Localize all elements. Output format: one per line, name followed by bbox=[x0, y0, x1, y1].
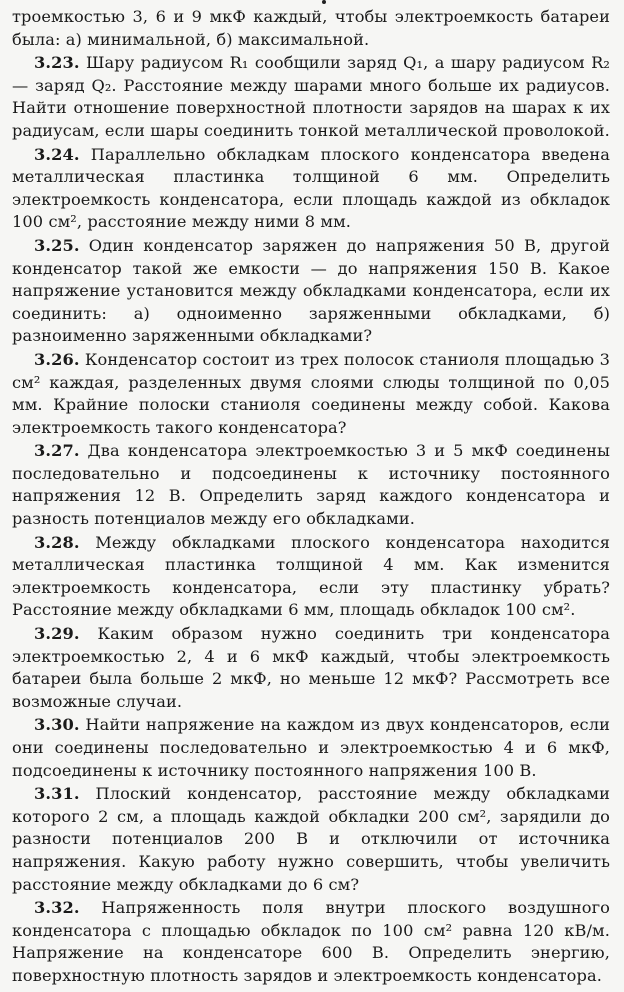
problem-text: Плоский конденсатор, расстояние между обкладками которого 2 см, а площадь каждой обкладки 200 см², зарядили до разности потенциалов 200 В и отключили от источника напряжения. Какую работу нужно совершить, чтобы увеличить расстояние между обкладками до 6 см? bbox=[12, 784, 610, 894]
problem-number: 3.26. bbox=[34, 349, 80, 369]
problem-number: 3.31. bbox=[34, 784, 80, 804]
problem-3-25 bbox=[12, 235, 610, 348]
problem-3-24 bbox=[12, 144, 610, 234]
problem-number: 3.32. bbox=[34, 898, 80, 918]
problem-text: Найти напряжение на каждом из двух конденсаторов, если они соединены последовательно и электроемкостью 4 и 6 мкФ, подсоединены к источнику постоянного напряжения 100 В. bbox=[12, 715, 610, 780]
problem-3-28 bbox=[12, 532, 610, 622]
problem-number: 3.27. bbox=[34, 441, 80, 461]
problem-text: Два конденсатора электроемкостью 3 и 5 мкФ соединены последовательно и подсоединены к источнику постоянного напряжения 12 В. Определить заряд каждого конденсатора и разность потенциалов между его обкладками. bbox=[12, 441, 610, 529]
problem-number: 3.24. bbox=[34, 144, 80, 164]
problem-number: 3.28. bbox=[34, 532, 80, 552]
problem-3-31 bbox=[12, 783, 610, 896]
problem-3-27 bbox=[12, 440, 610, 530]
problem-3-32 bbox=[12, 897, 610, 987]
problem-number: 3.25. bbox=[34, 235, 80, 255]
problem-3-26 bbox=[12, 349, 610, 439]
problem-text: Шару радиусом R₁ сообщили заряд Q₁, а шару радиусом R₂ — заряд Q₂. Расстояние между шарами много больше их радиусов. Найти отношение поверхностной плотности зарядов на шарах к их радиусам, если шары соединить тонкой металлической проволокой. bbox=[12, 53, 611, 140]
problem-text: Между обкладками плоского конденсатора находится металлическая пластинка толщиной 4 мм. Как изменится электроемкость конденсатора, если эту пластинку убрать? Расстояние между обкладками 6 мм, площадь обкладок 100 см². bbox=[12, 532, 611, 620]
page-mark-dot bbox=[322, 0, 326, 4]
problem-text: Напряженность поля внутри плоского воздушного конденсатора с площадью обкладок по 100 см² равна 120 кВ/м. Напряжение на конденсаторе 600 В. Определить энергию, поверхностную плотность зарядов и электроемкость конденсатора. bbox=[12, 898, 610, 985]
problem-3-23 bbox=[12, 52, 610, 142]
continuation-paragraph: троемкостью 3, 6 и 9 мкФ каждый, чтобы электроемкость батареи была: а) минимальной, б) максимальной. bbox=[12, 7, 610, 49]
problem-number: 3.30. bbox=[34, 715, 80, 735]
problem-3-30 bbox=[12, 714, 610, 782]
problem-text: Параллельно обкладкам плоского конденсатора введена металлическая пластинка толщиной 6 мм. Определить электроемкость конденсатора, если площадь каждой из обкладок 100 см², расстояние между ними 8 мм. bbox=[12, 144, 611, 232]
problem-text: Конденсатор состоит из трех полосок станиоля площадью 3 см² каждая, разделенных двумя слоями слюды толщиной по 0,05 мм. Крайние полоски станиоля соединены между собой. Какова электроемкость такого конденсатора? bbox=[12, 349, 610, 437]
problem-text: Один конденсатор заряжен до напряжения 50 В, другой конденсатор такой же емкости — до напряжения 150 В. Какое напряжение установится между обкладками конденсатора, если их соединить: а) одноименно заряженными обкладками, б) разноименно заряженными обкладками? bbox=[12, 235, 610, 346]
problem-number: 3.29. bbox=[34, 624, 80, 644]
problem-3-29 bbox=[12, 623, 610, 713]
problem-number: 3.23. bbox=[34, 53, 80, 73]
problem-text: Каким образом нужно соединить три конденсатора электроемкостью 2, 4 и 6 мкФ каждый, чтобы электроемкость батареи была больше 2 мкФ, но меньше 12 мкФ? Рассмотреть все возможные случаи. bbox=[12, 624, 610, 711]
